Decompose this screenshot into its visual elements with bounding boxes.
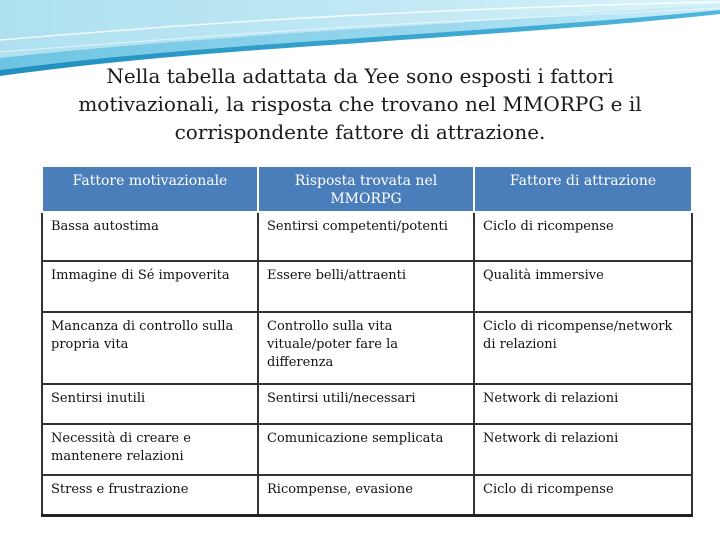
table-cell: Sentirsi inutili bbox=[42, 384, 258, 424]
table-cell: Bassa autostima bbox=[42, 212, 258, 261]
table-cell: Controllo sulla vita vituale/poter fare la differenza bbox=[258, 312, 474, 384]
column-header-attraction-factor: Fattore di attrazione bbox=[474, 167, 692, 212]
column-header-motivational-factor: Fattore motivazionale bbox=[42, 167, 258, 212]
table-row bbox=[42, 384, 692, 424]
table-cell: Stress e frustrazione bbox=[42, 475, 258, 515]
table-cell: Immagine di Sé impoverita bbox=[42, 261, 258, 312]
slide-title: Nella tabella adattata da Yee sono esposti i fattori motivazionali, la risposta che trovano nel MMORPG e il corrispondente fattore di attrazione. bbox=[78, 64, 642, 144]
table-row bbox=[42, 424, 692, 475]
table-cell: Ricompense, evasione bbox=[258, 475, 474, 515]
column-header-mmorpg-response: Risposta trovata nel MMORPG bbox=[258, 167, 474, 212]
table-cell: Essere belli/attraenti bbox=[258, 261, 474, 312]
table-header-row bbox=[42, 167, 692, 212]
table-cell: Ciclo di ricompense/network di relazioni bbox=[474, 312, 692, 384]
table-row bbox=[42, 475, 692, 515]
table-cell: Sentirsi utili/necessari bbox=[258, 384, 474, 424]
table-cell: Ciclo di ricompense bbox=[474, 475, 692, 515]
table-cell: Ciclo di ricompense bbox=[474, 212, 692, 261]
table-cell: Network di relazioni bbox=[474, 424, 692, 475]
motivational-factors-table bbox=[41, 167, 693, 517]
table-cell: Network di relazioni bbox=[474, 384, 692, 424]
table-cell: Sentirsi competenti/potenti bbox=[258, 212, 474, 261]
table-row bbox=[42, 261, 692, 312]
table-cell: Necessità di creare e mantenere relazioni bbox=[42, 424, 258, 475]
table-row bbox=[42, 312, 692, 384]
table-cell: Mancanza di controllo sulla propria vita bbox=[42, 312, 258, 384]
table-row bbox=[42, 212, 692, 261]
table-cell: Comunicazione semplicata bbox=[258, 424, 474, 475]
table-cell: Qualità immersive bbox=[474, 261, 692, 312]
